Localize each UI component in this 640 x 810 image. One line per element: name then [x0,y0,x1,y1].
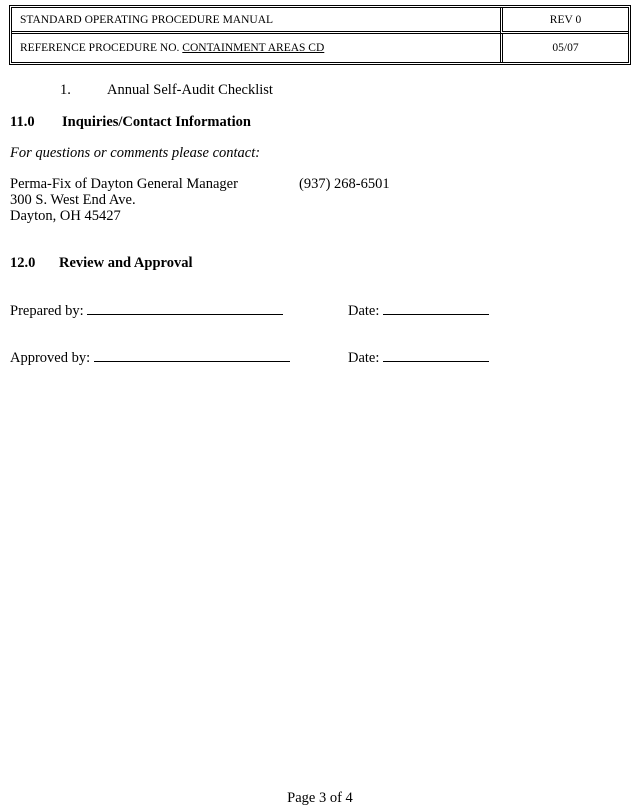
attachment-number: 1. [60,82,71,98]
attachment-title: Annual Self-Audit Checklist [107,82,273,98]
revision-number: REV 0 [500,8,628,34]
approved-date-line [383,349,489,362]
prepared-by-signature-line [87,302,283,315]
prepared-date-row [348,302,489,320]
section-12-title: Review and Approval [59,255,193,271]
page-number: Page 3 of 4 [287,790,353,806]
address-line-2: Dayton, OH 45427 [10,208,121,224]
prepared-by-row [10,302,283,320]
approved-date-label: Date: [348,350,380,366]
section-11-title: Inquiries/Contact Information [62,114,251,130]
header-row-reference [12,34,628,62]
prepared-date-label: Date: [348,303,380,319]
manual-title: STANDARD OPERATING PROCEDURE MANUAL [12,8,500,34]
reference-prefix: REFERENCE PROCEDURE NO. [20,42,180,54]
approved-by-signature-line [94,349,290,362]
approved-date-row [348,349,489,367]
contact-name: Perma-Fix of Dayton General Manager [10,176,238,192]
prepared-date-line [383,302,489,315]
approved-by-label: Approved by: [10,350,91,366]
section-12-number: 12.0 [10,255,36,271]
header-row-manual [12,8,628,34]
contact-phone: (937) 268-6501 [299,176,390,192]
procedure-name: CONTAINMENT AREAS CD [182,42,325,54]
approved-by-row [10,349,290,367]
address-line-1: 300 S. West End Ave. [10,192,136,208]
reference-procedure [12,34,500,62]
revision-date: 05/07 [500,34,628,62]
contact-intro: For questions or comments please contact: [10,145,261,161]
prepared-by-label: Prepared by: [10,303,84,319]
document-header [9,5,631,65]
section-11-number: 11.0 [10,114,35,130]
